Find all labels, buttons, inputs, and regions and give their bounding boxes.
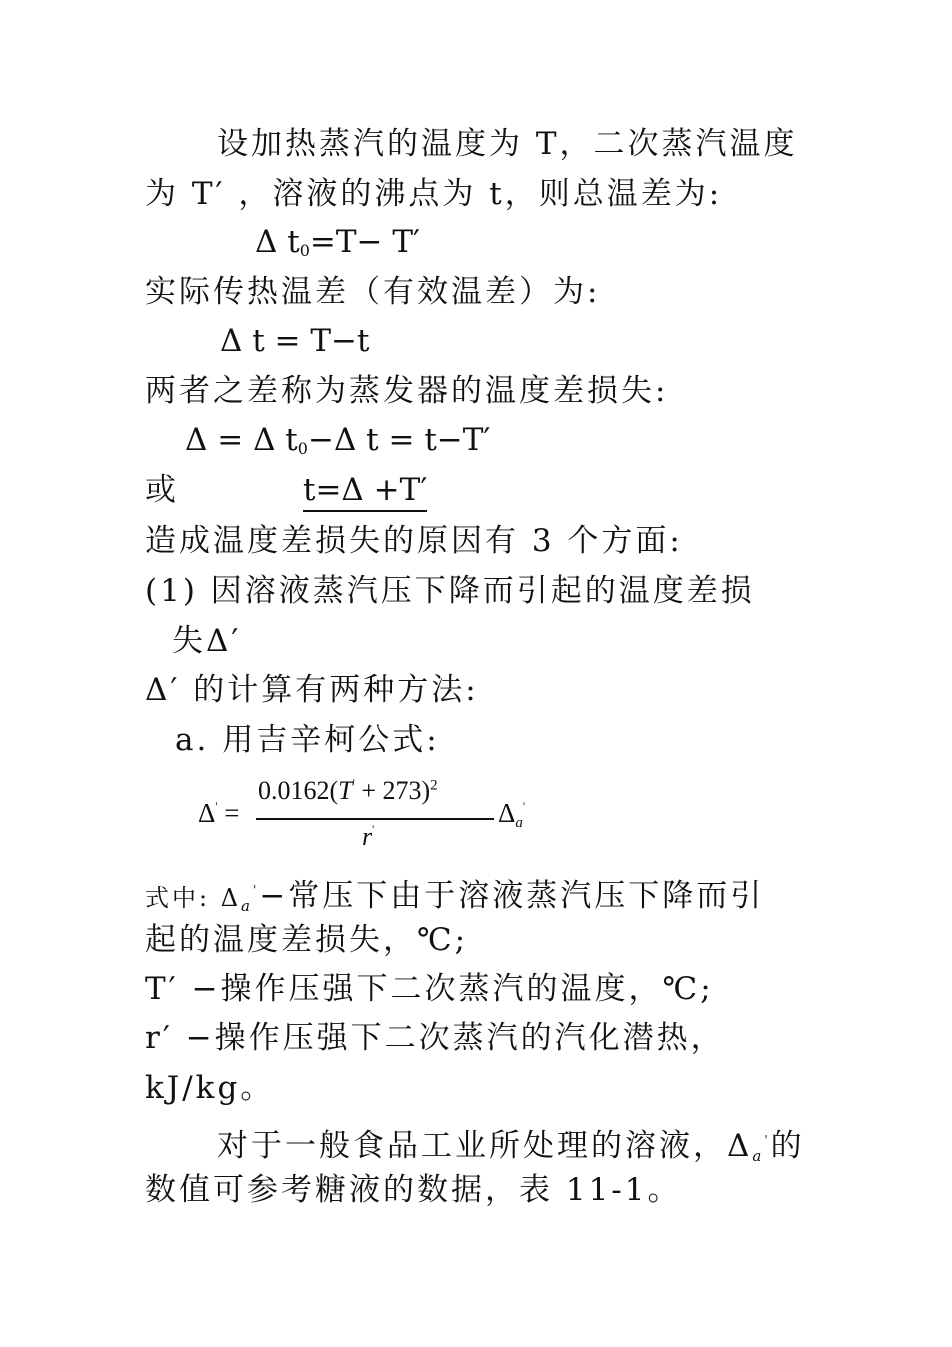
formula-rhs: Δa' xyxy=(498,798,526,831)
equation-temp-loss: Δ = Δ $t_0-\Delta$ t = t−T′ xyxy=(185,422,491,458)
kirchhoff-formula xyxy=(198,776,558,866)
definition-line: T′ −操作压强下二次蒸汽的温度，℃; xyxy=(145,971,714,1007)
formula-lhs: Δ' = xyxy=(198,798,240,828)
definition-line: r′ −操作压强下二次蒸汽的汽化潜热， xyxy=(145,1020,725,1056)
paragraph-line: 实际传热温差（有效温差）为: xyxy=(145,274,601,310)
paragraph-line: 对于一般食品工业所处理的溶液，Δa'的 xyxy=(217,1128,805,1165)
list-item: (1) 因溶液蒸汽压下降而引起的温度差损 xyxy=(145,573,755,609)
equation-effective-temp-diff: Δ t = T−t xyxy=(220,323,370,359)
equation-boiling-point: t=Δ +T′ xyxy=(303,470,427,510)
paragraph-line: 设加热蒸汽的温度为 T，二次蒸汽温度 xyxy=(217,126,798,162)
formula-numerator: $0.0162(T' + 273)^2$ xyxy=(258,776,438,805)
paragraph-line: 为 T′ ，溶液的沸点为 t，则总温差为: xyxy=(145,176,723,212)
fraction-bar xyxy=(256,818,494,820)
paragraph-line: 数值可参考糖液的数据，表 11-1。 xyxy=(145,1172,682,1208)
definition-line: 起的温度差损失，℃; xyxy=(145,922,469,958)
method-heading: a. 用吉辛柯公式: xyxy=(175,722,440,758)
paragraph-line: 两者之差称为蒸发器的温度差损失: xyxy=(145,373,669,409)
or-label: 或 xyxy=(145,472,176,508)
paragraph-line: Δ′ 的计算有两种方法: xyxy=(145,672,479,708)
paragraph-line: 造成温度差损失的原因有 3 个方面: xyxy=(145,523,683,559)
definition-line: kJ/kg。 xyxy=(145,1070,275,1106)
definition-line: 式中: Δa'−常压下由于溶液蒸汽压下降而引 xyxy=(145,878,765,915)
list-item-continuation: 失Δ′ xyxy=(172,623,242,659)
equation-total-temp-diff: Δ $t_0=T- T'$ xyxy=(255,224,421,260)
formula-denominator: r' xyxy=(362,822,375,851)
